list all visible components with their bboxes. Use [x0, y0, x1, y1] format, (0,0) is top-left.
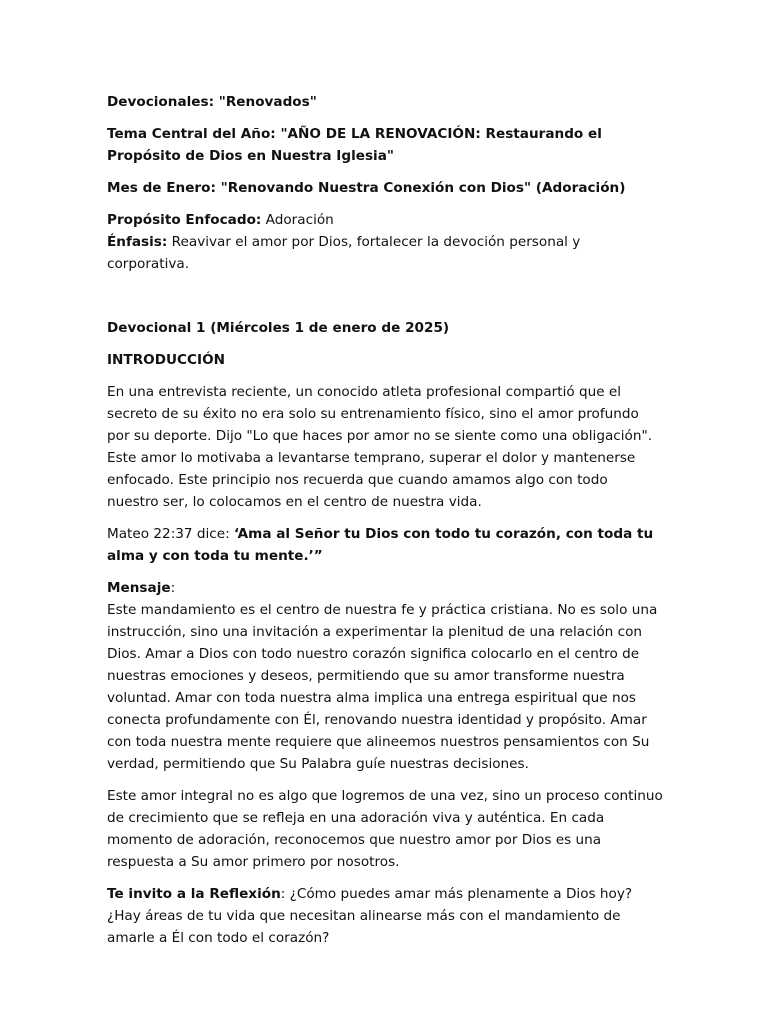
verse-reference: Mateo 22:37 dice: — [107, 526, 235, 542]
verse-text: ‘Ama al Señor tu Dios con todo tu corazón, con toda tu alma y con toda tu mente.’” — [107, 526, 654, 564]
enfasis-line — [107, 231, 663, 275]
enfasis-value: Reavivar el amor por Dios, fortalecer la devoción personal y corporativa. — [107, 234, 581, 272]
intro-heading: INTRODUCCIÓN — [107, 352, 225, 368]
proposito-label: Propósito Enfocado: — [107, 212, 262, 228]
intro-paragraph: En una entrevista reciente, un conocido atleta profesional compartió que el secreto de su éxito no era solo su entrenamiento físico, sino el amor profundo por su deporte. Dijo "Lo que haces por amor no se siente como una obligación". Este amor lo motivaba a levantarse temprano, superar el dolor y mantenerse enfocado. Este principio nos recuerda que cuando amamos algo con todo nuestro ser, lo colocamos en el centro de nuestra vida. — [107, 384, 653, 510]
amor-integral-paragraph: Este amor integral no es algo que logremos de una vez, sino un proceso continuo de crecimiento que se refleja en una adoración viva y auténtica. En cada momento de adoración, reconocemos que nuestro amor por Dios es una respuesta a Su amor primero por nosotros. — [107, 788, 663, 870]
document-page — [107, 91, 663, 949]
verse-line — [107, 523, 663, 567]
mensaje-label-line — [107, 577, 663, 599]
devocionales-title: Devocionales: "Renovados" — [107, 94, 317, 110]
proposito-value: Adoración — [261, 212, 334, 228]
devocional-title: Devocional 1 (Miércoles 1 de enero de 2025) — [107, 320, 450, 336]
tema-central-heading: Tema Central del Año: "AÑO DE LA RENOVACIÓN: Restaurando el Propósito de Dios en Nuestra Iglesia" — [107, 126, 602, 164]
enfasis-label: Énfasis: — [107, 234, 168, 250]
reflexion-text: : ¿Cómo puedes amar más plenamente a Dios hoy? ¿Hay áreas de tu vida que necesitan alinearse más con el mandamiento de amarle a Él con todo el corazón? — [107, 886, 633, 946]
mensaje-colon: : — [170, 580, 176, 596]
proposito-line — [107, 209, 663, 231]
mensaje-paragraph: Este mandamiento es el centro de nuestra fe y práctica cristiana. No es solo una instrucción, sino una invitación a experimentar la plenitud de una relación con Dios. Amar a Dios con todo nuestro corazón significa colocarlo en el centro de nuestras emociones y deseos, permitiendo que su amor transforme nuestra voluntad. Amar con toda nuestra alma implica una entrega espiritual que nos conecta profundamente con Él, renovando nuestra identidad y propósito. Amar con toda nuestra mente requiere que alineemos nuestros pensamientos con Su verdad, permitiendo que Su Palabra guíe nuestras decisiones. — [107, 602, 658, 772]
reflexion-paragraph — [107, 883, 663, 949]
mes-heading: Mes de Enero: "Renovando Nuestra Conexión con Dios" (Adoración) — [107, 180, 626, 196]
reflexion-label: Te invito a la Reflexión — [107, 886, 281, 902]
mensaje-label: Mensaje — [107, 580, 171, 596]
